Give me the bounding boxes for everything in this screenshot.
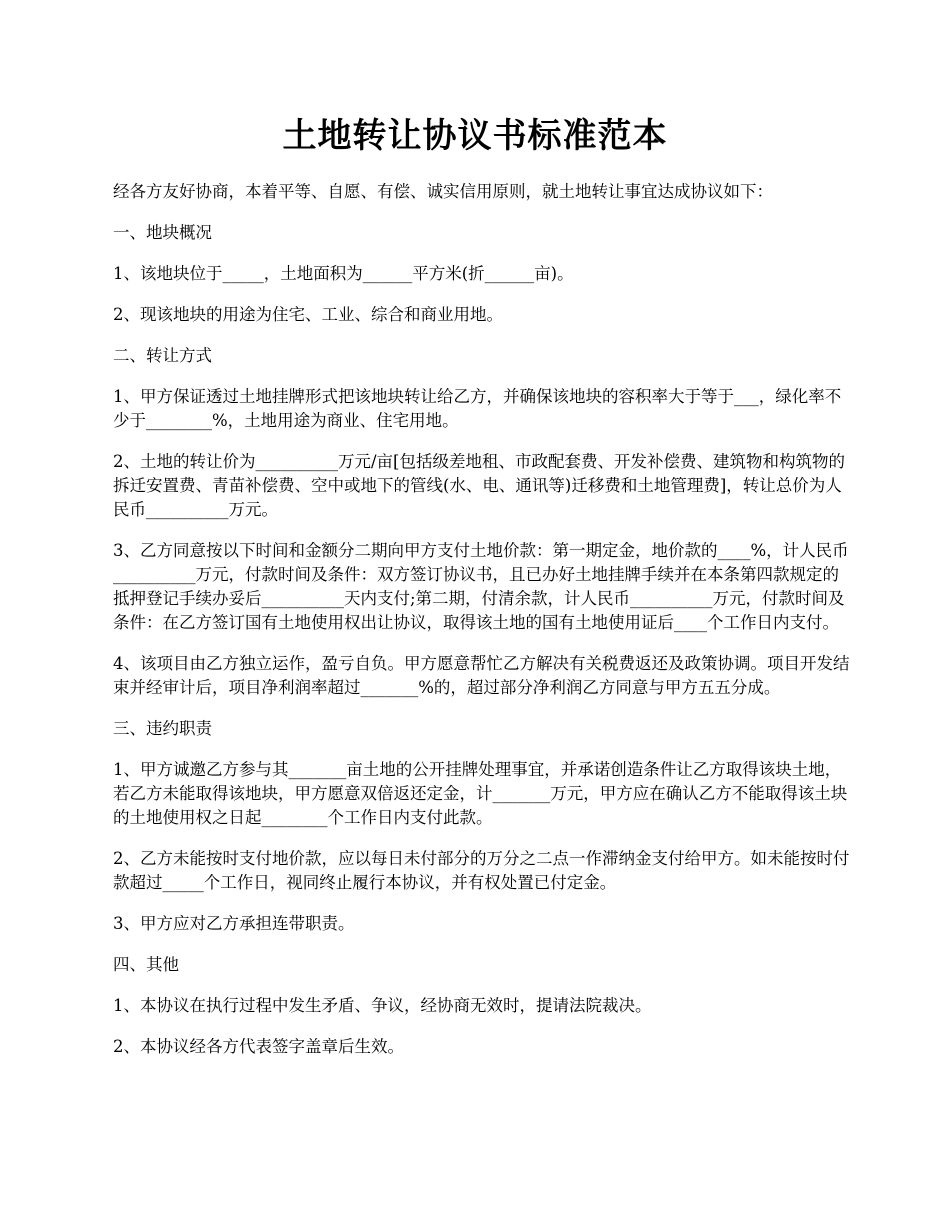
intro-paragraph: 经各方友好协商，本着平等、自愿、有偿、诚实信用原则，就土地转让事宜达成协议如下： [113, 182, 773, 201]
clause-2-3: 3、乙方同意按以下时间和金额分二期向甲方支付土地价款：第一期定金，地价款的____%，计人民币__________万元，付款时间及条件：双方签订协议书，且已办好土地挂牌手续并在本条第四款规定的抵押登记手续办妥后__________天内支付;第二期，付清余款，计人民币__________万元，付款时间及条件：在乙方签订国有土地使用权出让协议，取得该土地的国有土地使用证后____个工作日内支付。 [113, 541, 849, 632]
clause-3-2: 2、乙方未能按时支付地价款，应以每日未付部分的万分之二点一作滞纳金支付给甲方。如未能按时付款超过_____个工作日，视同终止履行本协议，并有权处置已付定金。 [113, 849, 850, 892]
section-heading-liability: 三、违约职责 [113, 719, 212, 738]
document-title: 土地转让协议书标准范本 [282, 116, 668, 156]
clause-2-2: 2、土地的转让价为__________万元/亩[包括级差地租、市政配套费、开发补偿费、建筑物和构筑物的拆迁安置费、青苗补偿费、空中或地下的管线(水、电、通讯等)迁移费和土地管理费]，转让总价为人民币__________万元。 [113, 452, 845, 519]
clause-3-1: 1、甲方诚邀乙方参与其_______亩土地的公开挂牌处理事宜，并承诺创造条件让乙方取得该块土地，若乙方未能取得该地块，甲方愿意双倍返还定金，计_______万元，甲方应在确认乙方不能取得该土块的土地使用权之日起________个工作日内支付此款。 [113, 760, 848, 827]
clause-3-3: 3、甲方应对乙方承担连带职责。 [113, 914, 355, 933]
section-heading-other: 四、其他 [113, 955, 179, 974]
document-body [113, 180, 853, 1076]
clause-1-2: 2、现该地块的用途为住宅、工业、综合和商业用地。 [113, 305, 503, 324]
clause-2-4: 4、该项目由乙方独立运作，盈亏自负。甲方愿意帮忙乙方解决有关税费返还及政策协调。项目开发结束并经审计后，项目净利润率超过_______%的，超过部分净利润乙方同意与甲方五五分成。 [113, 654, 850, 697]
clause-4-2: 2、本协议经各方代表签字盖章后生效。 [113, 1037, 404, 1056]
section-heading-transfer-method: 二、转让方式 [113, 346, 212, 365]
section-heading-plot-overview: 一、地块概况 [113, 223, 212, 242]
clause-1-1: 1、该地块位于_____，土地面积为______平方米(折______亩)。 [113, 264, 574, 283]
clause-4-1: 1、本协议在执行过程中发生矛盾、争议，经协商无效时，提请法院裁决。 [113, 996, 652, 1015]
clause-2-1: 1、甲方保证透过土地挂牌形式把该地块转让给乙方，并确保该地块的容积率大于等于___，绿化率不少于________%，土地用途为商业、住宅用地。 [113, 387, 842, 430]
